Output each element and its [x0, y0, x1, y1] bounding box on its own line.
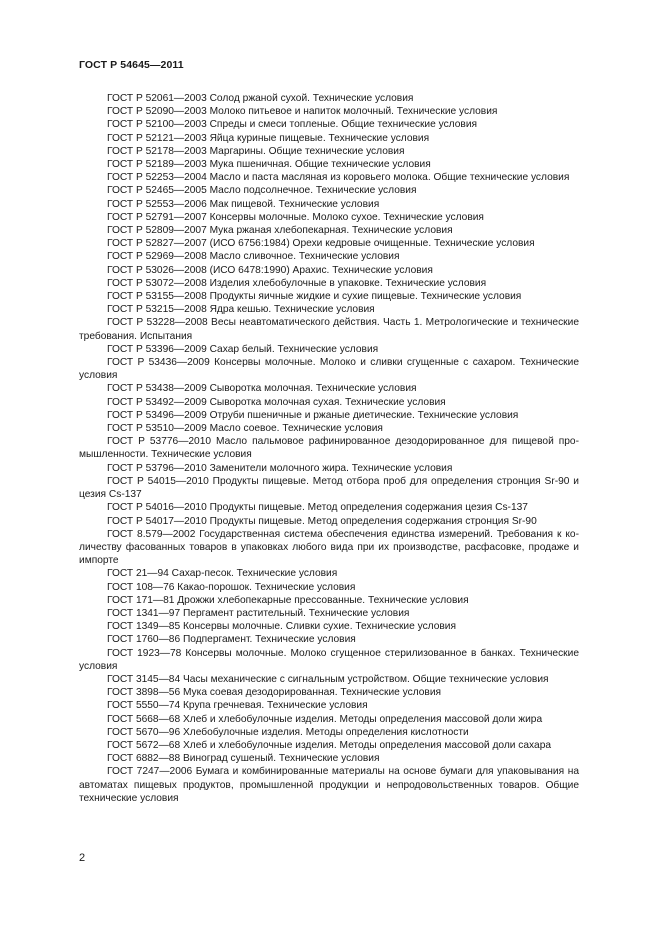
reference-entry: ГОСТ 108—76 Какао-порошок. Технические условия — [107, 581, 356, 593]
reference-entry: ГОСТ Р 52809—2007 Мука ржаная хлебопекарная. Технические условия — [107, 225, 453, 237]
reference-entry: ГОСТ Р 52465—2005 Масло подсолнечное. Технические условия — [107, 185, 417, 197]
reference-entry: ГОСТ Р 53796—2010 Заменители молочного жира. Технические условия — [107, 462, 453, 474]
reference-entry: ГОСТ 8.579—2002 Государственная система обеспечения единства измерений. Требования к количеству фасованных товаров в упаковках любого вида при их производстве, расфасовке, продаже и импорте — [79, 528, 579, 567]
reference-entry: ГОСТ 5670—96 Хлебобулочные изделия. Методы определения кислотности — [107, 726, 469, 738]
reference-entry: ГОСТ 21—94 Сахар-песок. Технические условия — [107, 568, 338, 580]
reference-entry: ГОСТ Р 52121—2003 Яйца куриные пищевые. Технические условия — [107, 132, 430, 144]
reference-entry: ГОСТ Р 52090—2003 Молоко питьевое и напиток молочный. Технические условия — [107, 106, 498, 118]
reference-entry: ГОСТ Р 52178—2003 Маргарины. Общие технические условия — [107, 145, 405, 157]
reference-entry: ГОСТ 5668—68 Хлеб и хлебобулочные изделия. Методы определения массовой доли жира — [107, 713, 543, 725]
normative-references-list — [79, 92, 579, 805]
reference-entry: ГОСТ Р 54016—2010 Продукты пищевые. Метод определения содержания цезия Cs-137 — [107, 502, 528, 514]
reference-entry: ГОСТ Р 53155—2008 Продукты яичные жидкие и сухие пищевые. Технические условия — [107, 291, 522, 303]
reference-entry: ГОСТ Р 52969—2008 Масло сливочное. Технические условия — [107, 251, 400, 263]
reference-entry: ГОСТ Р 53492—2009 Сыворотка молочная сухая. Технические условия — [107, 396, 446, 408]
reference-entry: ГОСТ Р 52553—2006 Мак пищевой. Технические условия — [107, 198, 380, 210]
reference-entry: ГОСТ 5672—68 Хлеб и хлебобулочные изделия. Методы определения массовой доли сахара — [107, 739, 552, 751]
reference-entry: ГОСТ Р 53215—2008 Ядра кешью. Технические условия — [107, 304, 375, 316]
reference-entry: ГОСТ Р 54017—2010 Продукты пищевые. Метод определения содержания стронция Sr-90 — [107, 515, 537, 527]
reference-entry: ГОСТ Р 53228—2008 Весы неавтоматического действия. Часть 1. Метрологические и технические требования. Испытания — [79, 317, 579, 342]
reference-entry: ГОСТ 5550—74 Крупа гречневая. Технические условия — [107, 700, 368, 712]
reference-entry: ГОСТ 171—81 Дрожжи хлебопекарные прессованные. Технические условия — [107, 594, 469, 606]
page-number: 2 — [79, 852, 86, 864]
reference-entry: ГОСТ 3898—56 Мука соевая дезодорированная. Технические условия — [107, 687, 442, 699]
reference-entry: ГОСТ Р 52189—2003 Мука пшеничная. Общие технические условия — [107, 159, 431, 171]
reference-entry: ГОСТ Р 53438—2009 Сыворотка молочная. Технические условия — [107, 383, 417, 395]
reference-entry: ГОСТ 3145—84 Часы механические с сигнальным устройством. Общие технические условия — [107, 673, 549, 685]
reference-entry: ГОСТ Р 53396—2009 Сахар белый. Технические условия — [107, 343, 379, 355]
reference-entry: ГОСТ 1349—85 Консервы молочные. Сливки сухие. Технические условия — [107, 621, 457, 633]
reference-entry: ГОСТ Р 52100—2003 Спреды и смеси топленые. Общие технические условия — [107, 119, 478, 131]
reference-entry: ГОСТ Р 52061—2003 Солод ржаной сухой. Технические условия — [107, 93, 414, 104]
reference-entry: ГОСТ Р 54015—2010 Продукты пищевые. Метод отбора проб для определения стронция Sr-90 и цезия Cs-137 — [79, 475, 579, 501]
reference-entry: ГОСТ Р 53496—2009 Отруби пшеничные и ржаные диетические. Технические условия — [107, 409, 519, 421]
reference-entry: ГОСТ Р 52791—2007 Консервы молочные. Молоко сухое. Технические условия — [107, 211, 484, 223]
reference-entry: ГОСТ 6882—88 Виноград сушеный. Технические условия — [107, 753, 380, 765]
reference-entry: ГОСТ Р 53072—2008 Изделия хлебобулочные в упаковке. Технические условия — [107, 277, 487, 289]
reference-entry: ГОСТ Р 53776—2010 Масло пальмовое рафинированное дезодорированное для пищевой промышленности. Технические условия — [79, 436, 579, 461]
reference-entry: ГОСТ Р 53510—2009 Масло соевое. Технические условия — [107, 423, 383, 435]
reference-entry: ГОСТ 7247—2006 Бумага и комбинированные материалы на основе бумаги для упаковывания на автоматах пищевых продуктов, промышленной продукции и непродовольственных товаров. Общие технические условия — [79, 766, 579, 804]
reference-entry: ГОСТ 1923—78 Консервы молочные. Молоко сгущенное стерилизованное в банках. Технические условия — [79, 647, 579, 672]
reference-entry: ГОСТ 1760—86 Подпергамент. Технические условия — [107, 634, 356, 646]
reference-entry: ГОСТ Р 52827—2007 (ИСО 6756:1984) Орехи кедровые очищенные. Технические условия — [107, 238, 535, 250]
reference-entry: ГОСТ 1341—97 Пергамент растительный. Технические условия — [107, 607, 410, 619]
reference-entry: ГОСТ Р 53026—2008 (ИСО 6478:1990) Арахис. Технические условия — [107, 264, 433, 276]
reference-entry: ГОСТ Р 53436—2009 Консервы молочные. Молоко и сливки сгущенные с сахаром. Технические условия — [79, 357, 579, 382]
document-header: ГОСТ Р 54645—2011 — [79, 59, 184, 71]
reference-entry: ГОСТ Р 52253—2004 Масло и паста масляная из коровьего молока. Общие технические условия — [107, 172, 570, 184]
